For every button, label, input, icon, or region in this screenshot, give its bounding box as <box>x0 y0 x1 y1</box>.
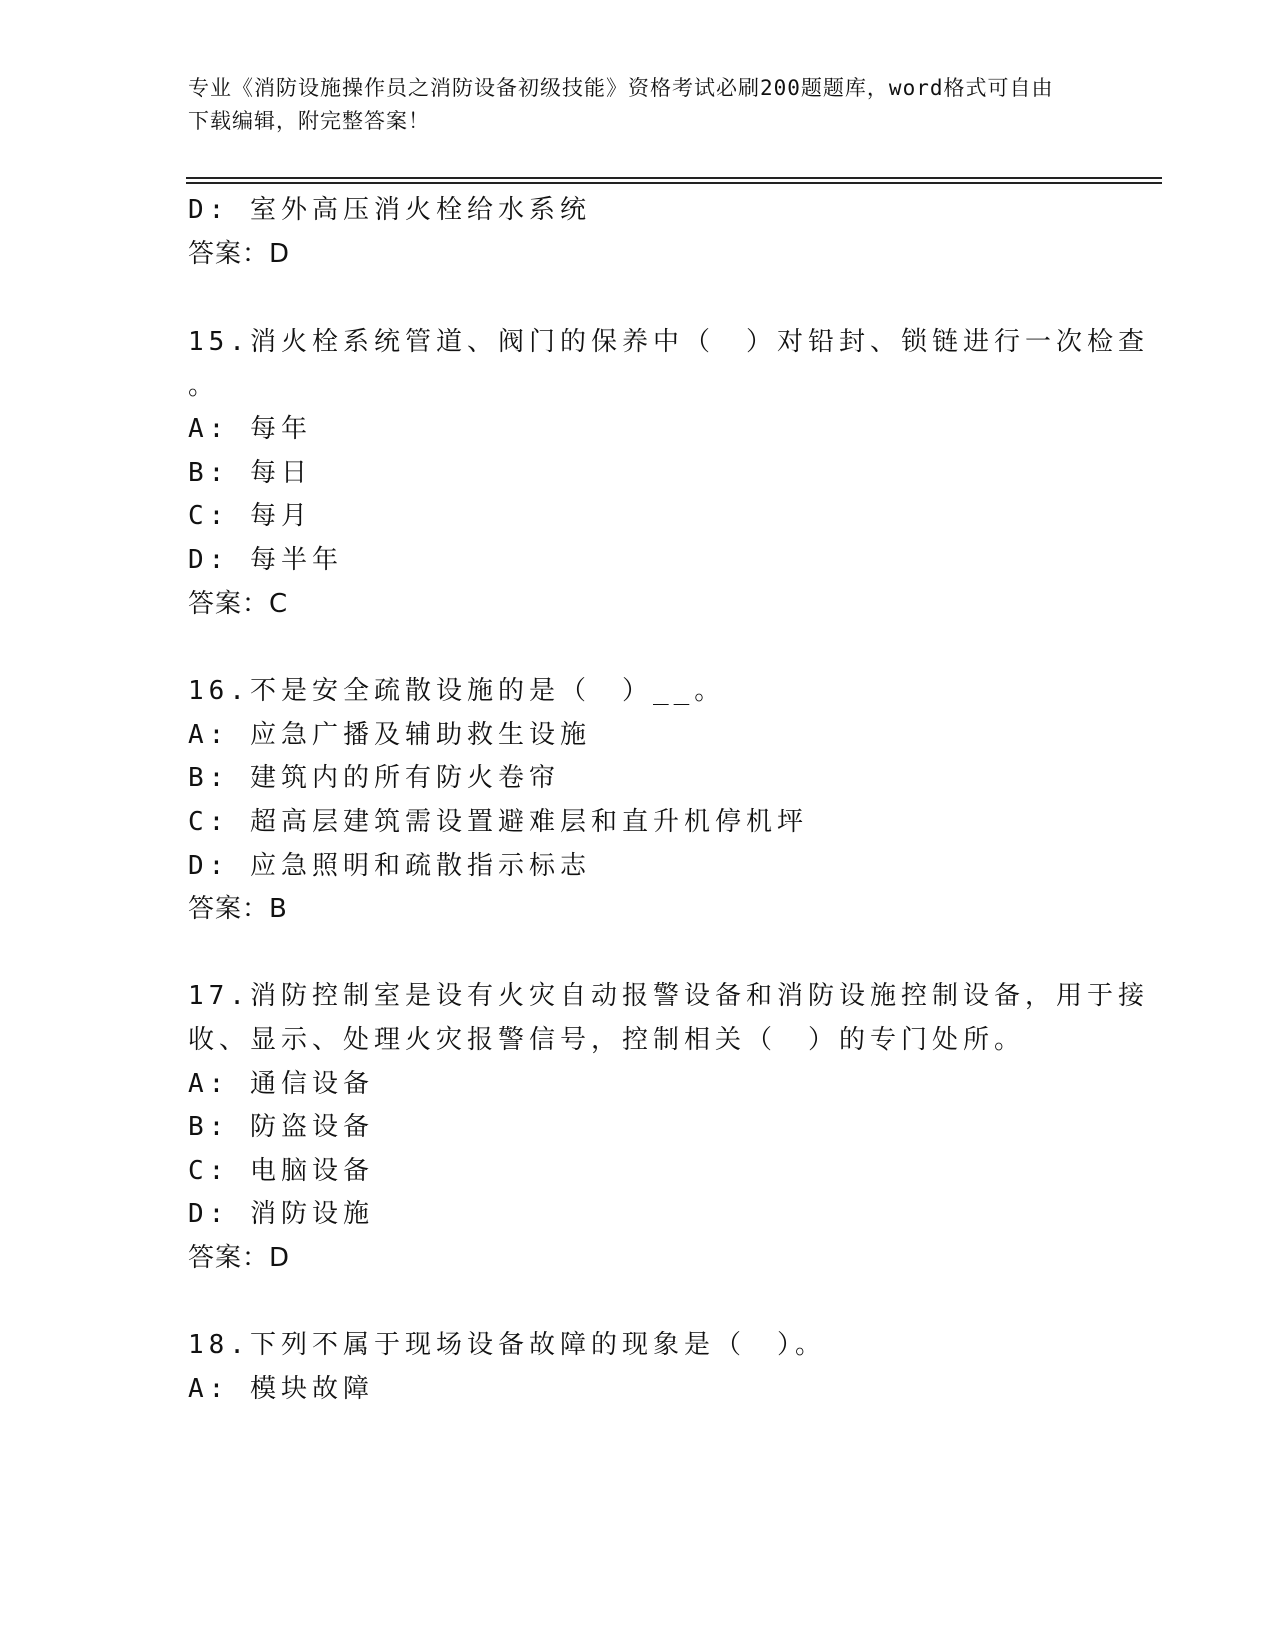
question-17-stem-cont: 收、显示、处理火灾报警信号，控制相关（ ）的专门处所。 <box>188 1025 1026 1055</box>
question-16-option-d: D: 应急照明和疏散指示标志 <box>188 851 591 881</box>
question-18-option-a: A: 模块故障 <box>188 1374 374 1404</box>
question-16-option-b: B: 建筑内的所有防火卷帘 <box>188 763 560 793</box>
header-rule-bottom <box>186 182 1162 184</box>
question-15-stem: 15.消火栓系统管道、阀门的保养中（ ）对铅封、锁链进行一次检查 <box>188 327 1149 357</box>
document-header: 专业《消防设施操作员之消防设备初级技能》资格考试必刷200题题库，word格式可自由下载编辑，附完整答案！ <box>188 76 1054 133</box>
question-16-answer: 答案：B <box>188 894 288 924</box>
question-17-answer: 答案：D <box>188 1243 291 1273</box>
question-15-option-c: C: 每月 <box>188 501 312 531</box>
question-15-option-d: D: 每半年 <box>188 545 343 575</box>
question-17-option-a: A: 通信设备 <box>188 1069 374 1099</box>
question-16-option-c: C: 超高层建筑需设置避难层和直升机停机坪 <box>188 807 808 837</box>
header-rule-top <box>186 177 1162 179</box>
question-15-option-a: A: 每年 <box>188 414 312 444</box>
question-18-stem: 18.下列不属于现场设备故障的现象是（ ）。 <box>188 1330 826 1360</box>
question-15-answer: 答案：C <box>188 589 289 619</box>
question-15-option-b: B: 每日 <box>188 458 312 488</box>
question-16-option-a: A: 应急广播及辅助救生设施 <box>188 720 591 750</box>
question-17-option-b: B: 防盗设备 <box>188 1112 374 1142</box>
question-17-stem: 17.消防控制室是设有火灾自动报警设备和消防设施控制设备，用于接 <box>188 981 1149 1011</box>
question-17-option-d: D: 消防设施 <box>188 1199 374 1229</box>
question-16-stem: 16.不是安全疏散设施的是（ ）__。 <box>188 676 726 706</box>
question-15-stem-cont: 。 <box>188 371 220 401</box>
option-d-prev: D: 室外高压消火栓给水系统 <box>188 195 591 225</box>
answer-prev: 答案：D <box>188 239 291 269</box>
question-17-option-c: C: 电脑设备 <box>188 1156 374 1186</box>
